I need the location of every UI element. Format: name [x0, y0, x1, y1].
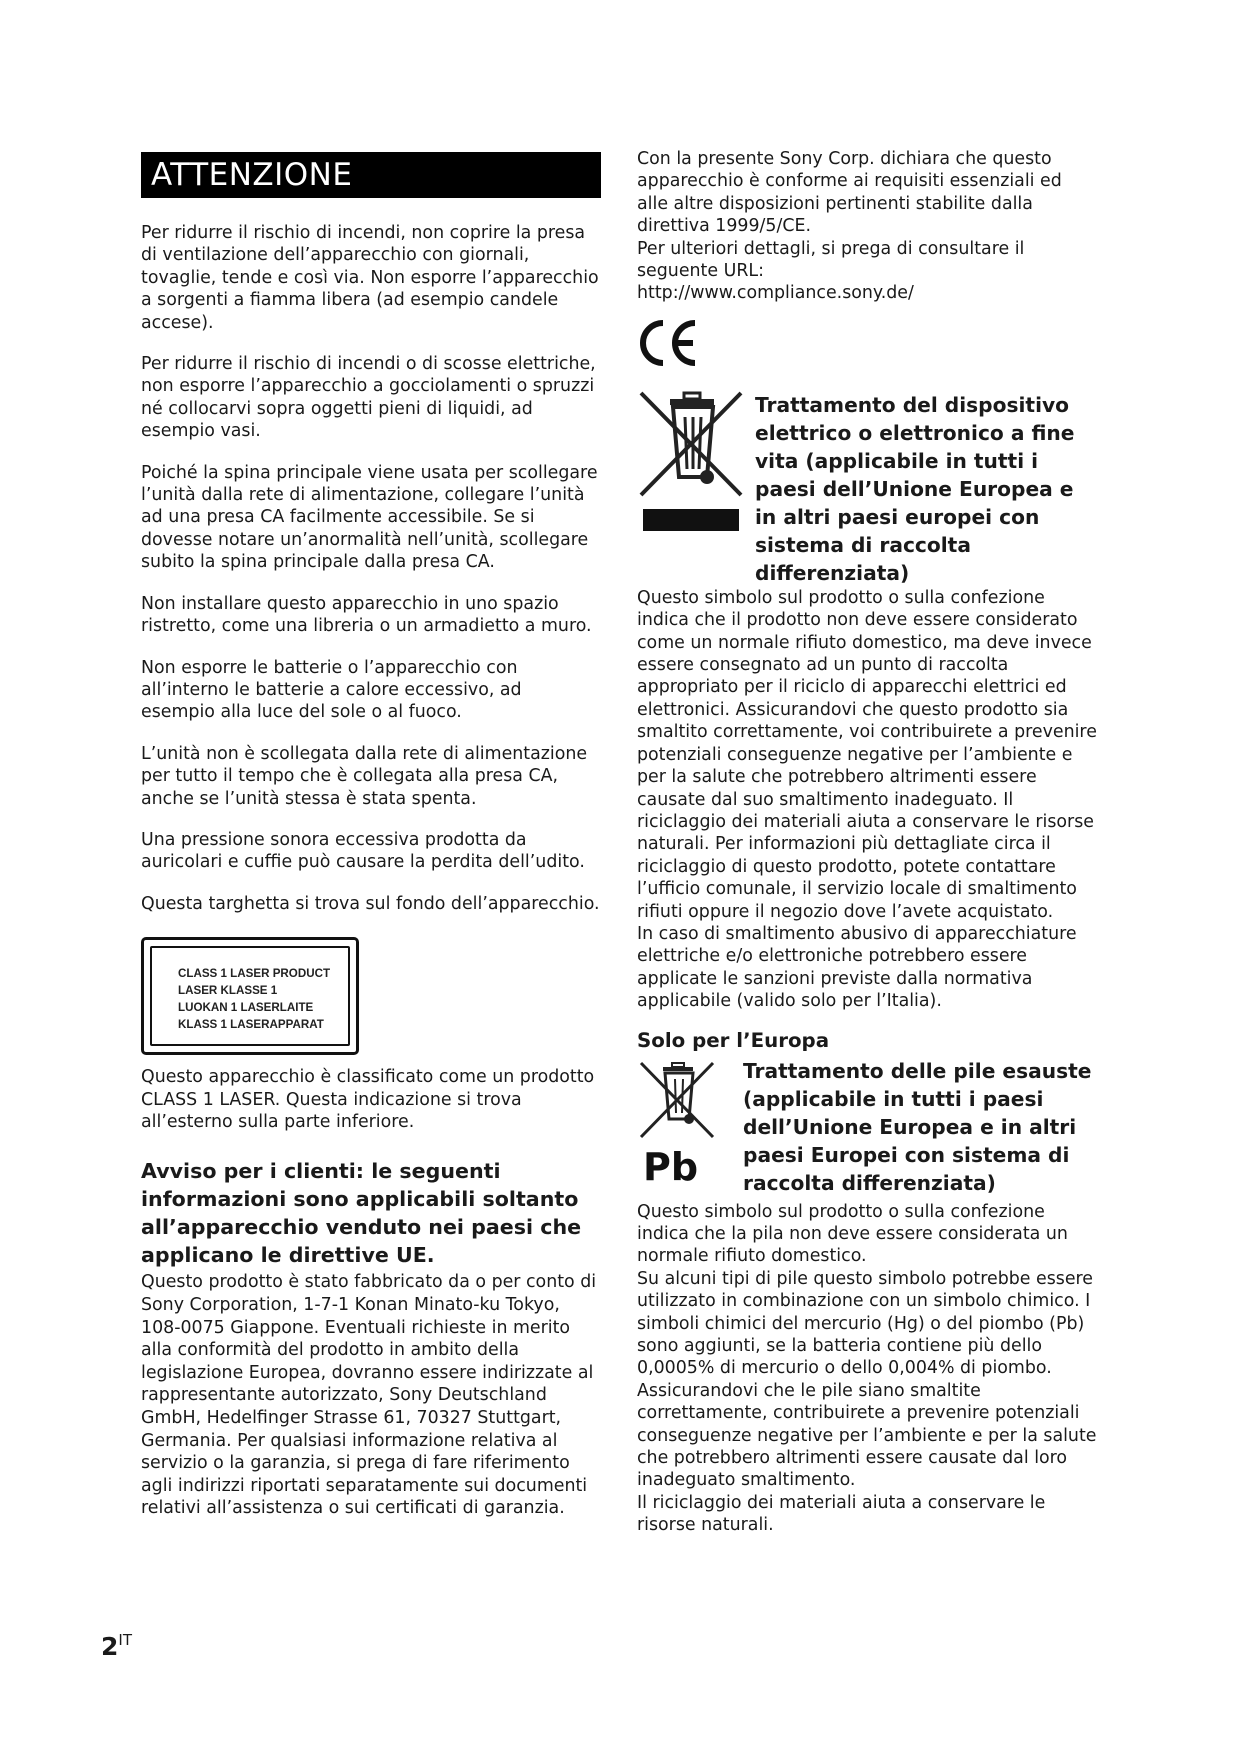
battery-section-header	[637, 1057, 1097, 1197]
weee-heading: Trattamento del dispositivo elettrico o elettronico a fine vita (applicabile in tutti i paesi dell’Unione Europea e in altri paesi europei con sistema di raccolta differenziata)	[755, 392, 1075, 585]
attention-heading: ATTENZIONE	[141, 152, 601, 198]
warning-liquids: Per ridurre il rischio di incendi o di scosse elettriche, non esporre l’apparecchio a gocciolamenti o spruzzi né collocarvi sopra oggetti pieni di liquidi, ad esempio vasi.	[141, 354, 596, 442]
page-number-value: 2	[101, 1632, 119, 1661]
warning-batteries: Non esporre le batterie o l’apparecchio con all’interno le batterie a calore eccessivo, ad esempio alla luce del sole o al fuoco.	[141, 657, 522, 723]
europe-only-heading: Solo per l’Europa	[637, 1028, 830, 1052]
warning-installation: Non installare questo apparecchio in uno spazio ristretto, come una libreria o un armadietto a muro.	[141, 593, 592, 637]
battery-bin-icon	[637, 1057, 735, 1187]
warning-hearing: Una pressione sonora eccessiva prodotta da auricolari e cuffie può causare la perdita dell’udito.	[141, 829, 585, 873]
warning-ventilation: Per ridurre il rischio di incendi, non coprire la presa di ventilazione dell’apparecchio con giornali, tovaglie, tende e così via. Non esporre l’apparecchio a sorgenti a fiamma libera (ad esempio candele accese).	[141, 223, 599, 333]
warning-power: L’unità non è scollegata dalla rete di alimentazione per tutto il tempo che è collegata alla presa CA, anche se l’unità stessa è stata spenta.	[141, 743, 588, 809]
ce-mark-icon	[637, 317, 1097, 369]
laser-label-line: LUOKAN 1 LASERLAITE	[178, 1001, 314, 1015]
battery-recycling-note: Il riciclaggio dei materiali aiuta a conservare le risorse naturali.	[637, 1492, 1046, 1536]
laser-label-inner	[150, 946, 350, 1046]
eu-notice-body: Questo prodotto è stato fabbricato da o per conto di Sony Corporation, 1-7-1 Konan Minato-ku Tokyo, 108-0075 Giappone. Eventuali richieste in merito alla conformità del prodotto in ambito della legislazione Europea, dovranno essere indirizzate al rappresentante autorizzato, Sony Deutschland GmbH, Hedelfinger Strasse 61, 70327 Stuttgart, Germania. Per qualsiasi informazione relativa al servizio o la garanzia, si prega di fare riferimento agli indirizzi riportati separatamente sui documenti relativi all’assistenza o sui certificati di garanzia.	[141, 1272, 597, 1519]
right-column	[637, 148, 1097, 1537]
weee-section-header	[637, 383, 1097, 587]
compliance-url[interactable]: http://www.compliance.sony.de/	[637, 283, 914, 304]
laser-label-line: LASER KLASSE 1	[178, 984, 278, 998]
warning-plug: Poiché la spina principale viene usata per scollegare l’unità dalla rete di alimentazione, collegare l’unità ad una presa CA facilmente accessibile. Se si dovesse notare un’anormalità nell’unità, scollegare subito la spina principale dalla presa CA.	[141, 462, 598, 573]
crossed-bin-icon	[637, 383, 745, 537]
battery-heading: Trattamento delle pile esauste (applicabile in tutti i paesi dell’Unione Europea e in altri paesi Europei con sistema di raccolta differenziata)	[743, 1058, 1092, 1195]
laser-label-line: CLASS 1 LASER PRODUCT	[178, 967, 331, 981]
battery-body: Questo simbolo sul prodotto o sulla confezione indica che la pila non deve essere considerata un normale rifiuto domestico.	[637, 1201, 1068, 1267]
label-location-note: Questa targhetta si trova sul fondo dell’apparecchio.	[141, 893, 600, 914]
battery-chemical-symbol: Pb	[643, 1144, 699, 1189]
laser-label-line: KLASS 1 LASERAPPARAT	[178, 1018, 324, 1032]
battery-disposal-note: Assicurandovi che le pile siano smaltite correttamente, contribuirete a prevenire potenziali conseguenze negative per l’ambiente e per la salute che potrebbero altrimenti essere causate dal loro inadeguato smaltimento.	[637, 1380, 1097, 1491]
declaration-text: Con la presente Sony Corp. dichiara che questo apparecchio è conforme ai requisiti essenziali ed alle altre disposizioni pertinenti stabilite dalla direttiva 1999/5/CE.	[637, 149, 1062, 237]
weee-italy-note: In caso di smaltimento abusivo di apparecchiature elettriche e/o elettroniche potrebbero essere applicate le sanzioni previste dalla normativa applicabile (valido solo per l’Italia).	[637, 923, 1077, 1012]
page-number	[101, 1625, 132, 1662]
weee-body: Questo simbolo sul prodotto o sulla confezione indica che il prodotto non deve essere considerato come un normale rifiuto domestico, ma deve invece essere consegnato ad un punto di raccolta appropriato per il riciclo di apparecchi elettrici ed elettronici. Assicurandovi che questo prodotto sia smaltito correttamente, voi contribuirete a prevenire potenziali conseguenze negative per l’ambiente e per la salute che potrebbero altrimenti essere causate dal suo smaltimento inadeguato. Il riciclaggio dei materiali aiuta a conservare le risorse naturali. Per informazioni più dettagliate circa il riciclaggio di questo prodotto, potete contattare l’ufficio comunale, il servizio locale di smaltimento rifiuti oppure il negozio dove l’avete acquistato.	[637, 587, 1097, 922]
eu-notice-heading: Avviso per i clienti: le seguenti informazioni sono applicabili soltanto all’apparecchio venduto nei paesi che applicano le direttive UE.	[141, 1159, 582, 1268]
details-text: Per ulteriori dettagli, si prega di consultare il seguente URL:	[637, 238, 1025, 282]
laser-caption: Questo apparecchio è classificato come un prodotto CLASS 1 LASER. Questa indicazione si trova all’esterno sulla parte inferiore.	[141, 1067, 595, 1132]
laser-product-label	[141, 937, 359, 1055]
battery-chemical-note: Su alcuni tipi di pile questo simbolo potrebbe essere utilizzato in combinazione con un simbolo chimico. I simboli chimici del mercurio (Hg) o del piombo (Pb) sono aggiunti, se la batteria contiene più dello 0,0005% di mercurio o dello 0,004% di piombo.	[637, 1268, 1093, 1379]
left-column	[141, 152, 601, 1520]
language-code: IT	[118, 1631, 132, 1649]
